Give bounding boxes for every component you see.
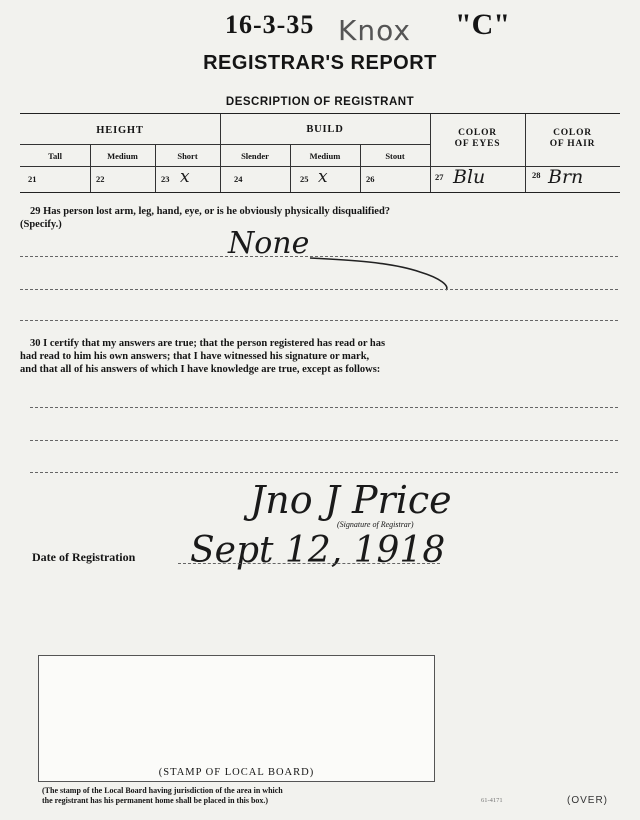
medium-build-label: Medium <box>309 151 341 161</box>
question-29-specify: (Specify.) <box>20 219 62 230</box>
answer-flourish <box>300 240 460 300</box>
divider <box>20 144 430 145</box>
signature-label: (Signature of Registrar) <box>337 520 414 529</box>
answer-line <box>20 320 618 321</box>
stout-label: Stout <box>385 151 405 161</box>
answer-line <box>30 440 618 441</box>
short-mark: x <box>180 167 190 187</box>
stamp-footnote: (The stamp of the Local Board having jurisdiction of the area in which the registrant has his permanent home shall be placed in this box.) <box>42 786 283 805</box>
form-title: REGISTRAR'S REPORT <box>203 52 437 74</box>
over-marker: (OVER) <box>567 795 608 806</box>
field-number: 26 <box>366 174 375 184</box>
registration-date: Sept 12, 1918 <box>190 530 446 571</box>
question-30: 30 I certify that my answers are true; that the person registered has read or has <box>30 338 386 349</box>
description-grid <box>20 113 620 193</box>
divider <box>525 114 526 192</box>
slender-label: Slender <box>241 151 269 161</box>
field-number: 23 <box>161 174 170 184</box>
divider <box>430 114 431 192</box>
field-number: 27 <box>435 172 444 182</box>
eyes-header: COLOR OF EYES <box>454 128 501 149</box>
question-30-line-2: had read to him his own answers; that I have witnessed his signature or mark, <box>20 351 370 362</box>
build-header: BUILD <box>306 124 344 135</box>
local-board-stamp-box <box>38 655 435 782</box>
question-29: 29 Has person lost arm, leg, hand, eye, or is he obviously physically disqualified? <box>30 206 391 217</box>
field-number: 24 <box>234 174 243 184</box>
tall-label: Tall <box>48 151 62 161</box>
eye-color-value: Blu <box>453 166 486 188</box>
hair-color-value: Brn <box>548 166 584 188</box>
registrar-signature: Jno J Price <box>250 478 452 522</box>
height-header: HEIGHT <box>96 125 144 136</box>
class-letter: "C" <box>455 8 510 41</box>
q29-answer: None <box>228 226 310 261</box>
date-line <box>178 563 440 564</box>
answer-line <box>20 256 618 257</box>
date-label: Date of Registration <box>32 550 136 564</box>
description-title: DESCRIPTION OF REGISTRANT <box>225 96 415 108</box>
county-stamp: Knox <box>338 14 411 47</box>
field-number: 25 <box>300 174 309 184</box>
field-number: 22 <box>96 174 105 184</box>
answer-line <box>30 472 618 473</box>
field-number: 28 <box>532 170 541 180</box>
answer-line <box>30 407 618 408</box>
answer-line <box>20 289 618 290</box>
hair-header: COLOR OF HAIR <box>549 128 596 149</box>
field-number: 21 <box>28 174 37 184</box>
medium-build-mark: x <box>318 167 328 187</box>
form-number: 61-4171 <box>481 797 503 804</box>
question-30-line-3: and that all of his answers of which I have knowledge are true, except as follows: <box>20 364 381 375</box>
medium-height-label: Medium <box>107 151 138 161</box>
serial-code: 16-3-35 <box>225 10 315 39</box>
stamp-label: (STAMP OF LOCAL BOARD) <box>158 767 315 778</box>
short-label: Short <box>177 151 198 161</box>
